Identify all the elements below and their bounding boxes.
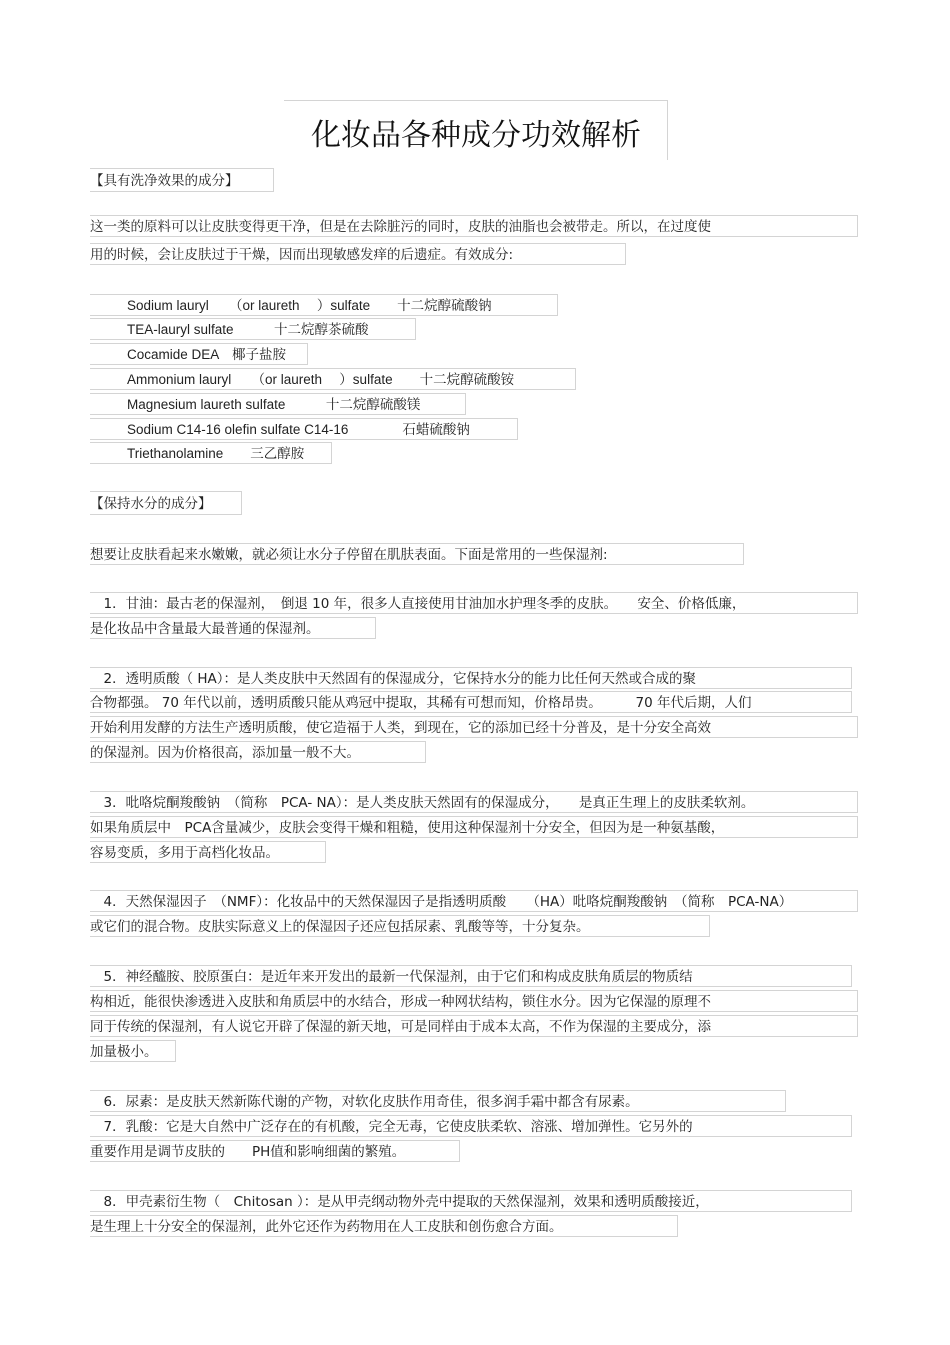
paragraph-line: 是生理上十分安全的保湿剂，此外它还作为药物用在人工皮肤和创伤愈合方面。 bbox=[90, 1215, 678, 1237]
paragraph-line: 想要让皮肤看起来水嫩嫩，就必须让水分子停留在肌肤表面。下面是常用的一些保湿剂: bbox=[90, 543, 744, 565]
paragraph-line: 这一类的原料可以让皮肤变得更干净，但是在去除脏污的同时，皮肤的油脂也会被带走。所以，在过度使 bbox=[90, 215, 858, 237]
paragraph-line: 构相近，能很快渗透进入皮肤和角质层中的水结合，形成一种网状结构，锁住水分。因为它保湿的原理不 bbox=[90, 990, 858, 1012]
paragraph-line: 或它们的混合物。皮肤实际意义上的保湿因子还应包括尿素、乳酸等等，十分复杂。 bbox=[90, 915, 710, 937]
paragraph-line: 用的时候，会让皮肤过于干燥，因而出现敏感发痒的后遗症。有效成分: bbox=[90, 243, 626, 265]
paragraph-line: 4．天然保湿因子 （NMF）：化妆品中的天然保湿因子是指透明质酸 （HA）吡咯烷酮羧酸钠 （简称 PCA-NA） bbox=[90, 890, 858, 912]
paragraph-line: 是化妆品中含量最大最普通的保湿剂。 bbox=[90, 617, 376, 639]
paragraph-line: 1．甘油：最古老的保湿剂， 倒退 10 年，很多人直接使用甘油加水护理冬季的皮肤。 安全、价格低廉， bbox=[90, 592, 858, 614]
ingredient-item: TEA-lauryl sulfate 十二烷醇茶硫酸 bbox=[90, 318, 416, 340]
page-title: 化妆品各种成分功效解析 bbox=[311, 118, 641, 153]
paragraph-line: 8．甲壳素衍生物（ Chitosan ）：是从甲壳纲动物外壳中提取的天然保湿剂，效果和透明质酸接近， bbox=[90, 1190, 852, 1212]
ingredient-item: Cocamide DEA 椰子盐胺 bbox=[90, 343, 308, 365]
ingredient-item: Sodium C14-16 olefin sulfate C14-16 石蜡硫酸钠 bbox=[90, 418, 518, 440]
paragraph-line: 合物都强。 70 年代以前，透明质酸只能从鸡冠中提取，其稀有可想而知，价格昂贵。 70 年代后期，人们 bbox=[90, 691, 852, 713]
paragraph-line: 重要作用是调节皮肤的 PH值和影响细菌的繁殖。 bbox=[90, 1140, 460, 1162]
ingredient-item: Triethanolamine 三乙醇胺 bbox=[90, 442, 332, 464]
paragraph-line: 加量极小。 bbox=[90, 1040, 176, 1062]
paragraph-line: 2．透明质酸（ HA）：是人类皮肤中天然固有的保湿成分，它保持水分的能力比任何天然或合成的聚 bbox=[90, 667, 852, 689]
paragraph-line: 5．神经醯胺、胶原蛋白：是近年来开发出的最新一代保湿剂，由于它们和构成皮肤角质层的物质结 bbox=[90, 965, 852, 987]
paragraph-line: 开始利用发酵的方法生产透明质酸，使它造福于人类，到现在，它的添加已经十分普及，是十分安全高效 bbox=[90, 716, 858, 738]
paragraph-line: 如果角质层中 PCA含量减少，皮肤会变得干燥和粗糙，使用这种保湿剂十分安全，但因为是一种氨基酸， bbox=[90, 816, 858, 838]
paragraph-line: 3．吡咯烷酮羧酸钠 （简称 PCA- NA）：是人类皮肤天然固有的保湿成分， 是真正生理上的皮肤柔软剂。 bbox=[90, 791, 858, 813]
paragraph-line: 7．乳酸：它是大自然中广泛存在的有机酸，完全无毒，它使皮肤柔软、溶涨、增加弹性。它另外的 bbox=[90, 1115, 852, 1137]
paragraph-line: 同于传统的保湿剂，有人说它开辟了保湿的新天地，可是同样由于成本太高，不作为保湿的主要成分，添 bbox=[90, 1015, 858, 1037]
ingredient-item: Ammonium lauryl （or laureth ）sulfate 十二烷醇硫酸铵 bbox=[90, 368, 576, 390]
paragraph-line: 容易变质，多用于高档化妆品。 bbox=[90, 841, 326, 863]
section-heading-moisturizing: 【保持水分的成分】 bbox=[90, 491, 242, 515]
section-heading-cleansing: 【具有洗净效果的成分】 bbox=[90, 168, 274, 192]
paragraph-line: 的保湿剂。因为价格很高，添加量一般不大。 bbox=[90, 741, 426, 763]
ingredient-item: Sodium lauryl （or laureth ）sulfate 十二烷醇硫酸钠 bbox=[90, 294, 558, 316]
ingredient-item: Magnesium laureth sulfate 十二烷醇硫酸镁 bbox=[90, 393, 466, 415]
paragraph-line: 6．尿素：是皮肤天然新陈代谢的产物，对软化皮肤作用奇佳，很多润手霜中都含有尿素。 bbox=[90, 1090, 786, 1112]
